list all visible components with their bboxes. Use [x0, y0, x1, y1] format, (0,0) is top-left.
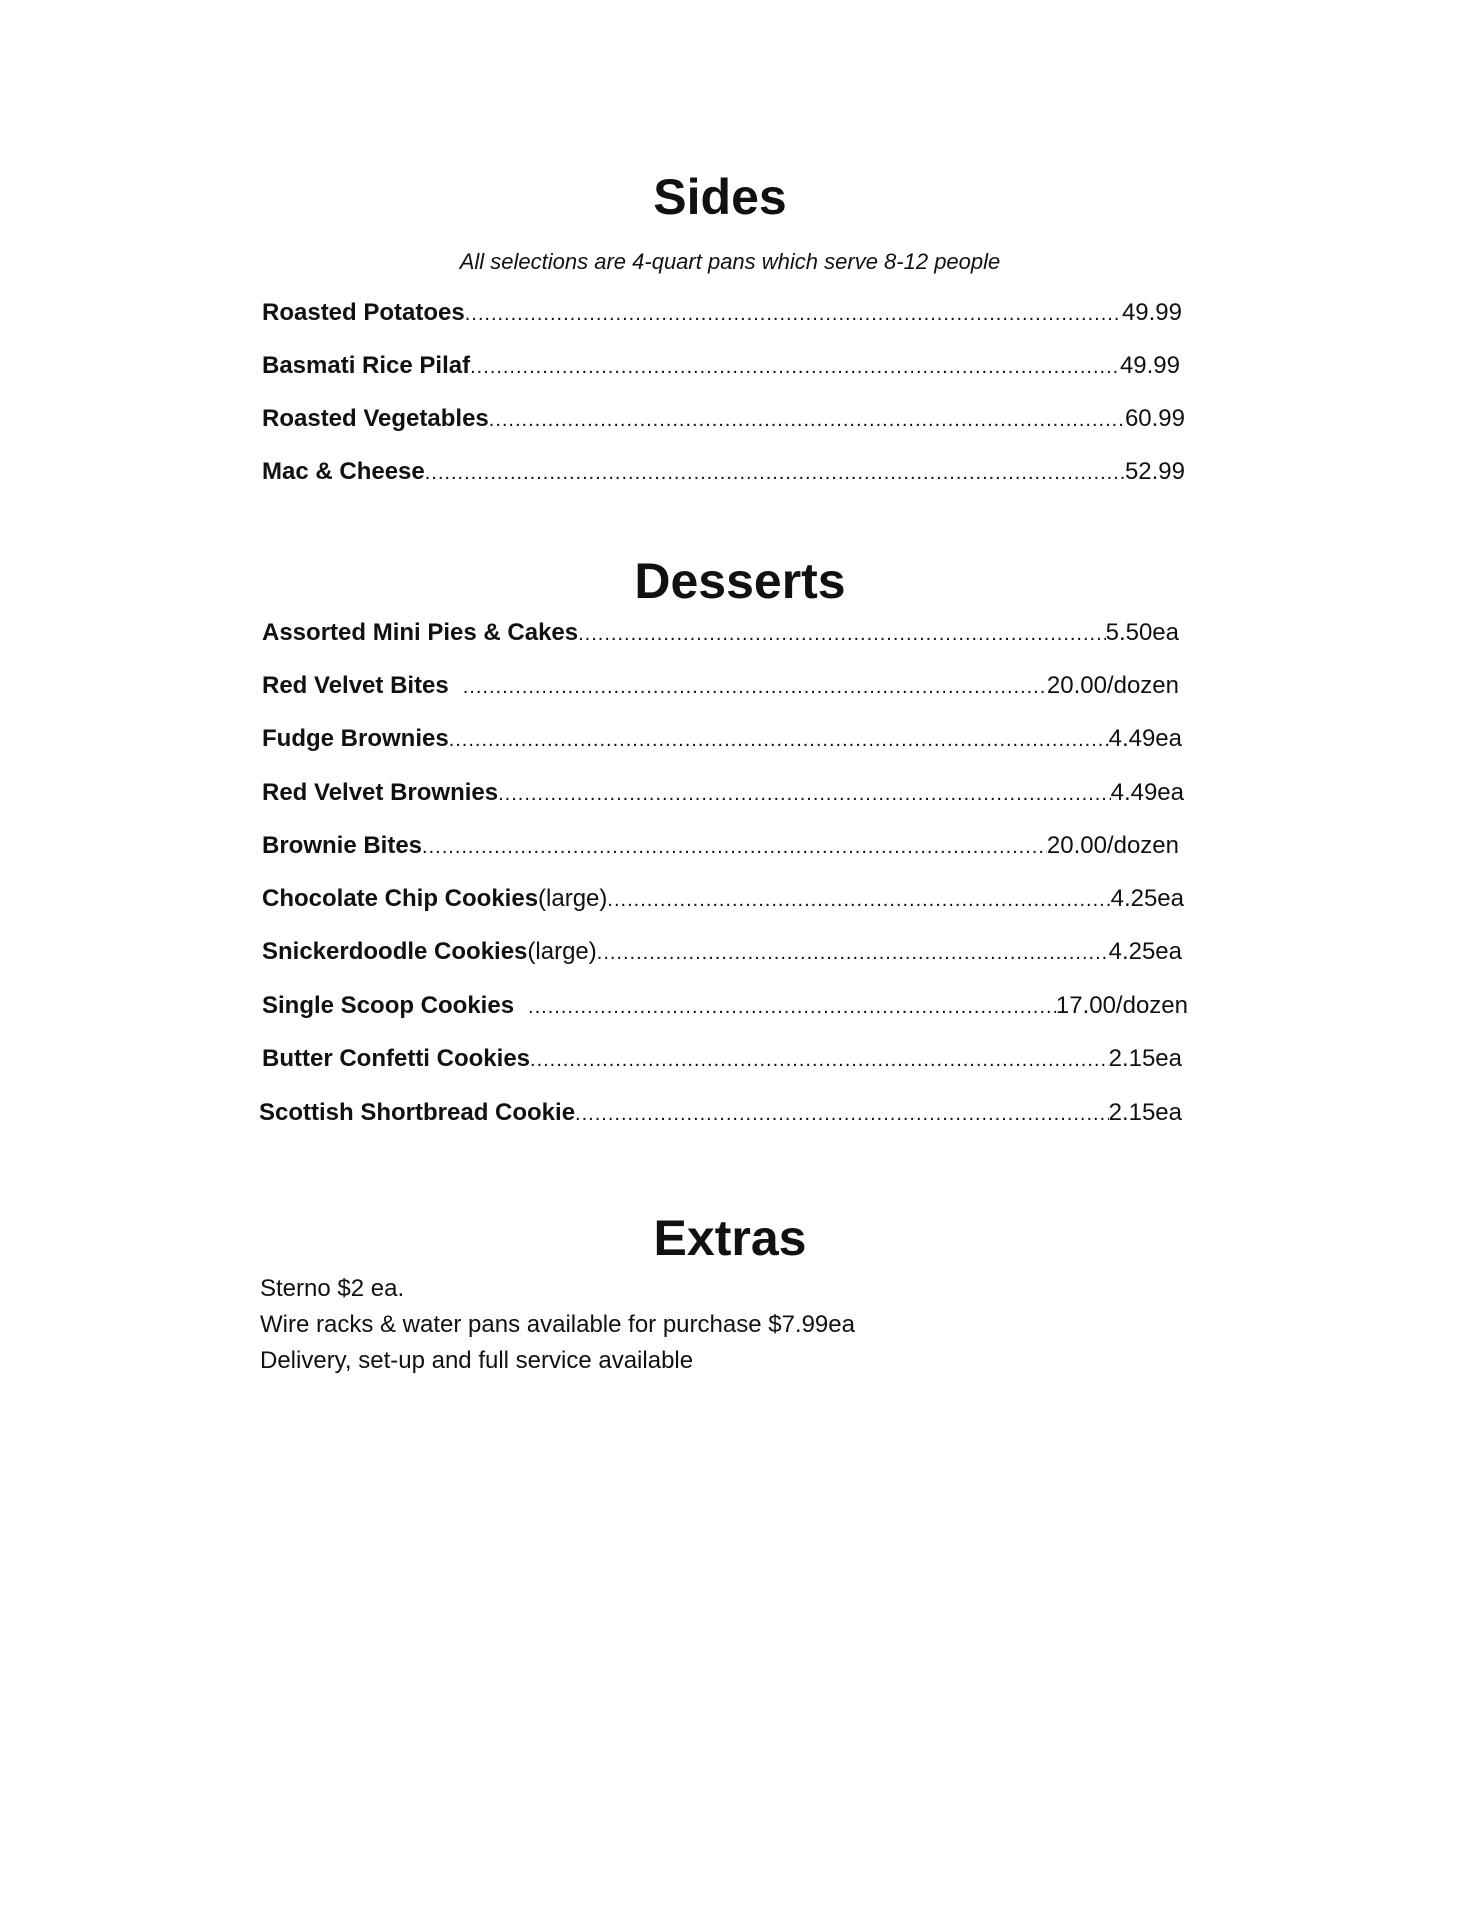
item-price: 20.00/dozen [1046, 672, 1179, 699]
menu-row-chocolate-chip-cookies [262, 882, 1184, 917]
item-name: Assorted Mini Pies & Cakes [262, 619, 579, 646]
menu-row-butter-confetti-cookies [262, 1042, 1182, 1077]
menu-row-red-velvet-brownies [262, 776, 1184, 811]
extras-line-wire-racks: Wire racks & water pans available for purchase $7.99ea [260, 1311, 855, 1338]
item-name: Mac & Cheese [262, 458, 425, 485]
dot-leader [498, 777, 1111, 811]
extras-line-sterno: Sterno $2 ea. [260, 1275, 405, 1302]
menu-row-assorted-mini-pies [262, 616, 1179, 651]
item-price: 4.25ea [1110, 885, 1184, 912]
menu-row-basmati-rice-pilaf [262, 349, 1180, 384]
menu-row-mac-and-cheese [262, 455, 1185, 490]
dot-leader [597, 936, 1109, 970]
menu-row-roasted-potatoes [262, 296, 1182, 331]
item-note: (large) [527, 938, 597, 965]
item-price: 4.49ea [1108, 725, 1182, 752]
item-name: Chocolate Chip Cookies [262, 885, 539, 912]
item-price: 2.15ea [1108, 1045, 1182, 1072]
item-name: Butter Confetti Cookies [262, 1045, 531, 1072]
item-name: Roasted Vegetables [262, 405, 489, 432]
dot-leader [463, 670, 1047, 704]
item-name: Roasted Potatoes [262, 299, 465, 326]
item-name: Brownie Bites [262, 832, 423, 859]
dot-leader [470, 350, 1120, 384]
item-price: 17.00/dozen [1055, 992, 1188, 1019]
dot-leader [575, 1097, 1109, 1131]
dot-leader [530, 1043, 1109, 1077]
item-price: 60.99 [1124, 405, 1185, 432]
item-price: 49.99 [1121, 299, 1182, 326]
menu-row-roasted-vegetables [262, 402, 1185, 437]
item-price: 52.99 [1124, 458, 1185, 485]
item-note: (large) [538, 885, 608, 912]
dot-leader [489, 403, 1125, 437]
dot-leader [449, 723, 1109, 757]
menu-row-single-scoop-cookies [262, 989, 1188, 1024]
item-name: Single Scoop Cookies [262, 992, 515, 1019]
menu-row-brownie-bites [262, 829, 1179, 864]
desserts-title: Desserts [634, 553, 846, 609]
item-name: Red Velvet Brownies [262, 779, 499, 806]
dot-leader [528, 990, 1056, 1024]
item-name: Fudge Brownies [262, 725, 449, 752]
menu-row-scottish-shortbread-cookie [259, 1096, 1182, 1131]
item-name: Basmati Rice Pilaf [262, 352, 471, 379]
item-name: Scottish Shortbread Cookie [259, 1099, 576, 1126]
dot-leader [578, 617, 1105, 651]
item-price: 4.25ea [1108, 938, 1182, 965]
dot-leader [465, 297, 1122, 331]
sides-title: Sides [653, 169, 787, 225]
item-price: 20.00/dozen [1046, 832, 1179, 859]
extras-line-delivery: Delivery, set-up and full service available [260, 1347, 694, 1374]
sides-subtitle: All selections are 4-quart pans which serve 8-12 people [459, 249, 1001, 274]
menu-row-fudge-brownies [262, 722, 1182, 757]
item-price: 49.99 [1119, 352, 1180, 379]
item-price: 5.50ea [1105, 619, 1179, 646]
menu-row-snickerdoodle-cookies [262, 935, 1182, 970]
dot-leader [425, 456, 1125, 490]
item-price: 2.15ea [1108, 1099, 1182, 1126]
dot-leader [607, 883, 1110, 917]
item-price: 4.49ea [1110, 779, 1184, 806]
extras-title: Extras [653, 1210, 807, 1266]
dot-leader [422, 830, 1047, 864]
item-name: Red Velvet Bites [262, 672, 449, 699]
item-name: Snickerdoodle Cookies [262, 938, 528, 965]
menu-row-red-velvet-bites [262, 669, 1179, 704]
